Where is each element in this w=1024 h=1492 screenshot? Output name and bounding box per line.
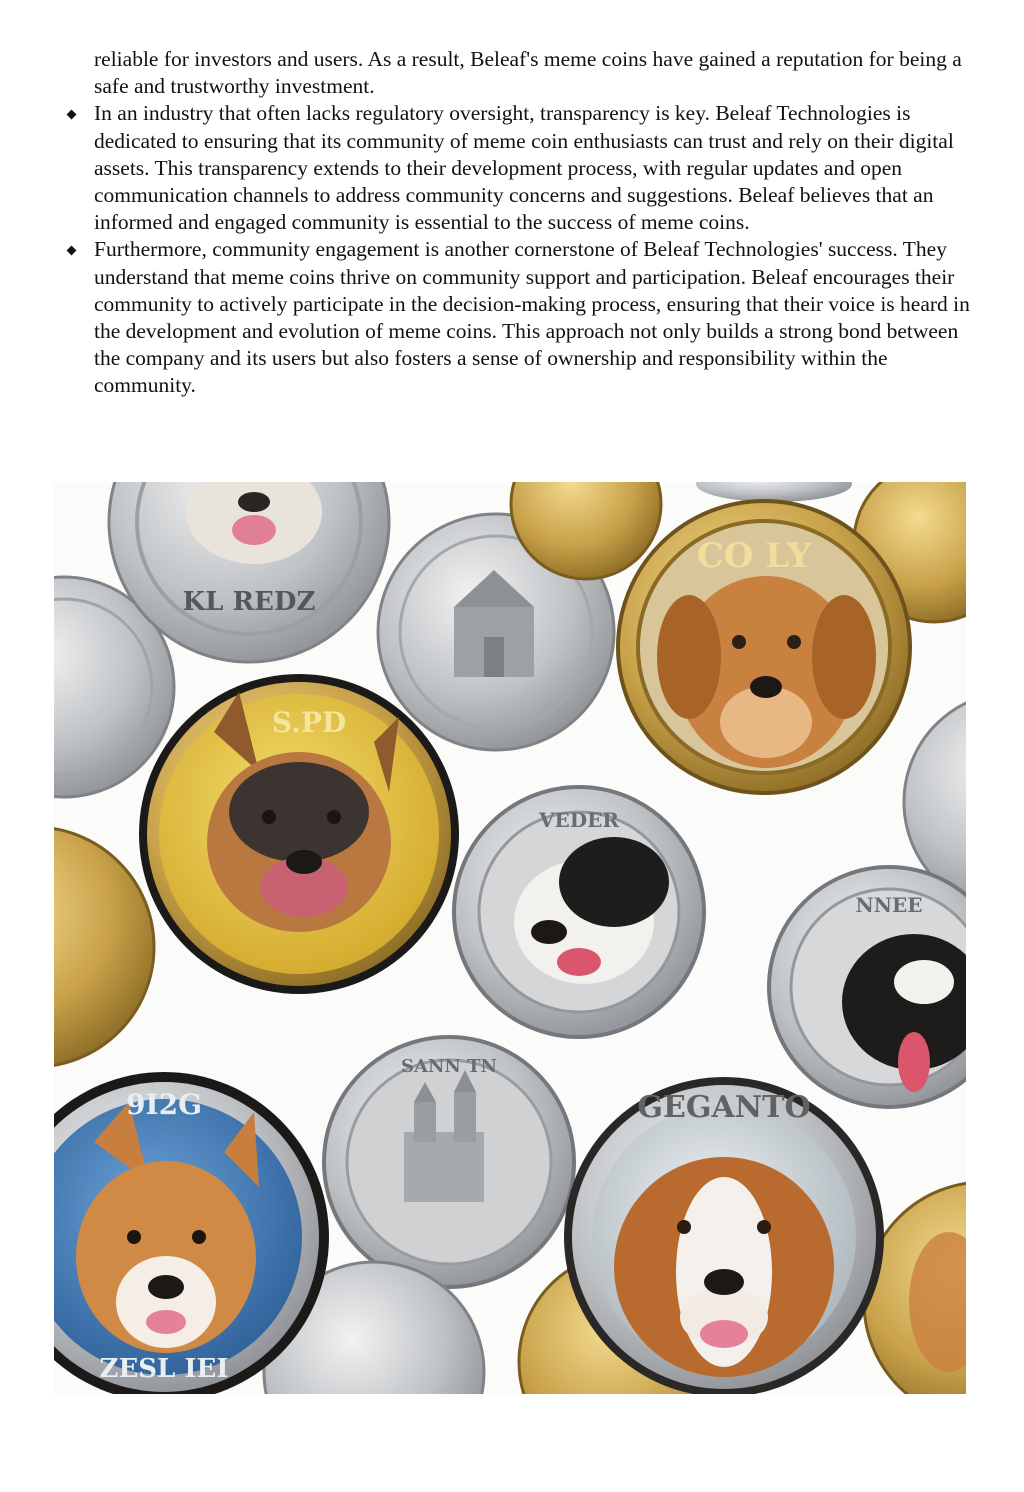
coin-label: S.PD: [271, 706, 347, 739]
coin-label: KL REDZ: [182, 587, 316, 617]
silver-dog-coin-middle: [454, 787, 704, 1037]
pale-dog-coin-bottom: [564, 1077, 884, 1394]
continuation-paragraph: reliable for investors and users. As a result, Beleaf's meme coins have gained a reputation for being a safe and trustworthy investment.: [94, 47, 962, 99]
coin-label: VEDER: [539, 808, 619, 832]
text-block: [54, 46, 984, 400]
coin-label: ZESL IEI: [99, 1354, 229, 1384]
bullet-item: [54, 100, 984, 236]
coin-label: NNEE: [855, 893, 923, 917]
silver-castle-coin: [324, 1037, 574, 1287]
bullet-list: [54, 100, 984, 399]
bullet-diamond-icon: [67, 110, 77, 120]
gold-dog-coin: [618, 501, 910, 793]
coin-label: 9I2G: [126, 1088, 202, 1121]
bullet-text: Furthermore, community engagement is another cornerstone of Beleaf Technologies' success. They understand that meme coins thrive on community support and participation. Beleaf encourages their community to actively participate in the decision-making process, ensuring that their voice is heard in the development and evolution of meme coins. This approach not only builds a strong bond between the company and its users but also fosters a sense of ownership and responsibility within the community.: [94, 237, 970, 398]
coin-label: CO LY: [696, 536, 812, 576]
bullet-item: [54, 236, 984, 399]
meme-coins-illustration: [54, 482, 966, 1394]
coin-label: SANN TN: [401, 1056, 497, 1077]
coin-label: GEGANTO: [637, 1090, 811, 1125]
bullet-text: In an industry that often lacks regulatory oversight, transparency is key. Beleaf Technologies is dedicated to ensuring that its community of meme coin enthusiasts can trust and rely on their digital assets. This transparency extends to their development process, with regular updates and open communication channels to address community concerns and suggestions. Beleaf believes that an informed and engaged community is essential to the success of meme coins.: [94, 101, 954, 235]
yellow-dog-coin: [139, 674, 459, 994]
coins-artwork: [54, 482, 966, 1394]
bullet-diamond-icon: [67, 246, 77, 256]
